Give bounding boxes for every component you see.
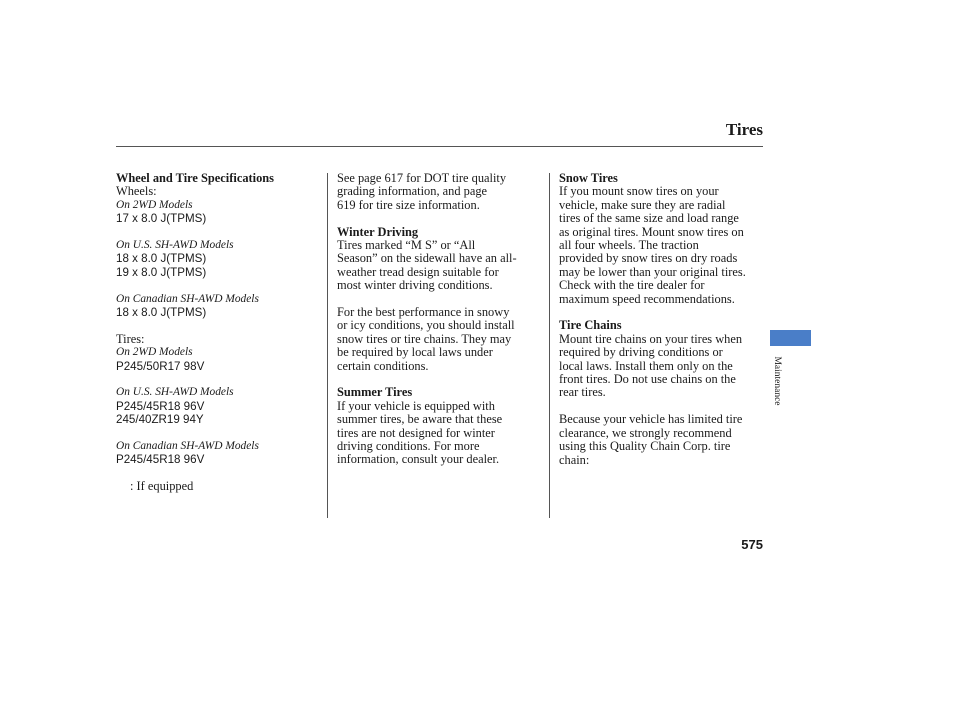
snowy-line: or icy conditions, you should install [337, 318, 515, 333]
snowy-line: certain conditions. [337, 358, 429, 373]
tires-2wd-value: P245/50R17 98V [116, 359, 205, 373]
snow-line: all four wheels. The traction [559, 238, 699, 253]
wheels-us-value-2: 19 x 8.0 J(TPMS) [116, 265, 207, 279]
wheels-canada-value: 18 x 8.0 J(TPMS) [116, 306, 207, 320]
intro-line: 619 for tire size information. [337, 197, 480, 212]
summer-line: driving conditions. For more [337, 439, 480, 454]
chains-line: local laws. Install them only on the [559, 358, 733, 373]
footnote: : If equipped [130, 479, 194, 494]
tires-canada-label: On Canadian SH-AWD Models [116, 440, 259, 453]
tire-chains-heading: Tire Chains [559, 318, 622, 333]
summer-line: summer tires, be aware that these [337, 412, 503, 427]
snow-line: as original tires. Mount snow tires on [559, 224, 744, 239]
page-title: Tires [725, 120, 763, 139]
wheels-us-value-1: 18 x 8.0 J(TPMS) [116, 252, 207, 266]
winter-line: weather tread design suitable for [337, 264, 499, 279]
snow-tires-heading: Snow Tires [559, 171, 618, 185]
winter-driving-heading: Winter Driving [337, 224, 419, 239]
snow-line: vehicle, make sure they are radial [559, 197, 726, 212]
clearance-line: clearance, we strongly recommend [559, 425, 732, 440]
chains-line: Mount tire chains on your tires when [559, 331, 743, 346]
snowy-line: For the best performance in snowy [337, 305, 510, 320]
snow-line: maximum speed recommendations. [559, 291, 735, 306]
clearance-line: chain: [559, 452, 590, 467]
wheels-canada-label: On Canadian SH-AWD Models [116, 292, 259, 305]
section-tab [770, 330, 811, 346]
intro-line: See page 617 for DOT tire quality [337, 171, 507, 185]
tires-us-label: On U.S. SH-AWD Models [116, 386, 234, 399]
summer-line: tires are not designed for winter [337, 425, 495, 440]
winter-summer-column [337, 172, 542, 467]
title-divider [116, 146, 763, 147]
wheels-label: Wheels: [116, 184, 157, 199]
specifications-heading: Wheel and Tire Specifications [116, 171, 274, 185]
snow-line: provided by snow tires on dry roads [559, 251, 738, 266]
wheels-2wd-label: On 2WD Models [116, 198, 193, 211]
clearance-line: Because your vehicle has limited tire [559, 412, 743, 427]
section-label: Maintenance [772, 356, 782, 406]
summer-line: information, consult your dealer. [337, 452, 500, 467]
tires-us-value-1: P245/45R18 96V [116, 399, 205, 413]
summer-line: If your vehicle is equipped with [337, 398, 495, 413]
tires-label: Tires: [116, 331, 145, 346]
winter-line: most winter driving conditions. [337, 278, 493, 293]
intro-line: grading information, and page [337, 184, 488, 199]
winter-line: Tires marked “M S” or “All [337, 238, 476, 253]
chains-line: front tires. Do not use chains on the [559, 372, 736, 387]
chains-line: required by driving conditions or [559, 345, 723, 360]
specifications-column [116, 172, 326, 494]
snow-line: tires of the same size and load range [559, 211, 739, 226]
tires-2wd-label: On 2WD Models [116, 346, 193, 359]
snow-line: may be lower than your original tires. [559, 264, 746, 279]
summer-tires-heading: Summer Tires [337, 385, 413, 400]
page-number: 575 [741, 537, 763, 552]
snow-line: Check with the tire dealer for [559, 278, 705, 293]
winter-line: Season” on the sidewall have an all- [337, 251, 517, 266]
column-divider-1 [327, 173, 328, 518]
chains-line: rear tires. [559, 385, 606, 400]
column-divider-2 [549, 173, 550, 518]
tires-us-value-2: 245/40ZR19 94Y [116, 413, 204, 427]
snow-line: If you mount snow tires on your [559, 184, 719, 199]
tires-canada-value: P245/45R18 96V [116, 453, 205, 467]
wheels-us-label: On U.S. SH-AWD Models [116, 239, 234, 252]
wheels-2wd-value: 17 x 8.0 J(TPMS) [116, 212, 207, 226]
snowy-line: snow tires or tire chains. They may [337, 331, 512, 346]
clearance-line: using this Quality Chain Corp. tire [559, 439, 731, 454]
snow-chains-column [559, 172, 769, 467]
snowy-line: be required by local laws under [337, 345, 493, 360]
